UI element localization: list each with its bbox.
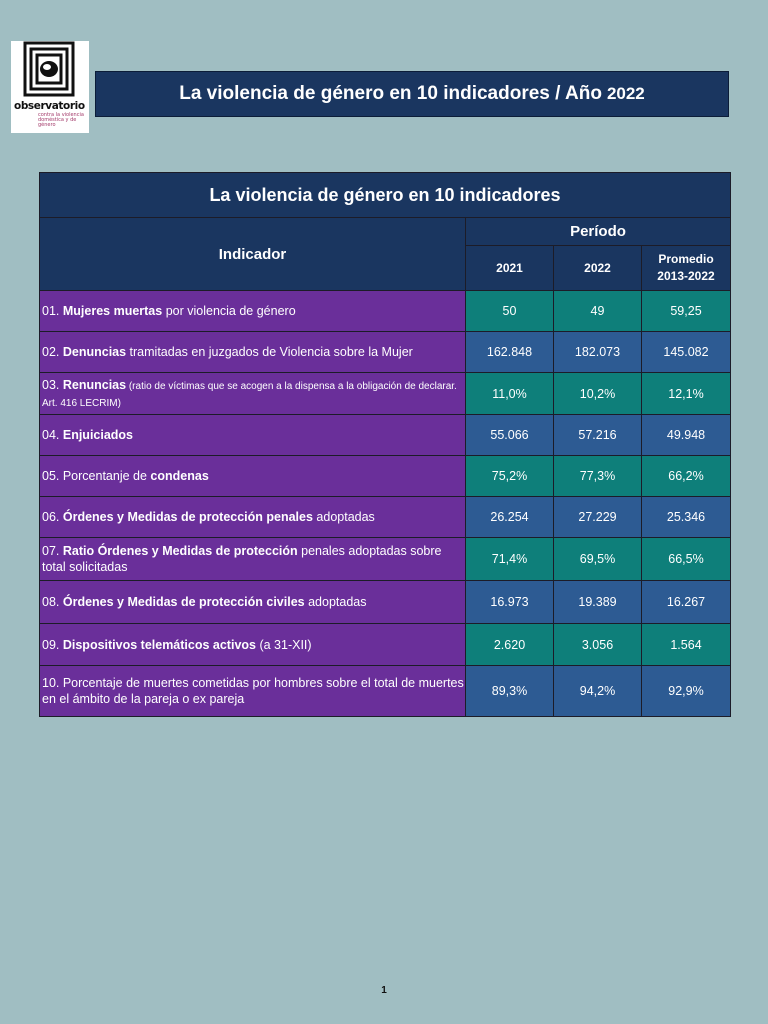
table-row	[40, 666, 731, 717]
table-row	[40, 415, 731, 456]
value-average-cell: 59,25	[642, 291, 731, 332]
indicator-cell	[40, 538, 466, 581]
period-column-header: Período	[466, 218, 731, 246]
value-average-cell: 145.082	[642, 332, 731, 373]
table-row	[40, 538, 731, 581]
table-row	[40, 291, 731, 332]
indicator-cell	[40, 456, 466, 497]
value-2022-cell: 182.073	[554, 332, 642, 373]
value-2021-cell: 162.848	[466, 332, 554, 373]
table-row	[40, 497, 731, 538]
value-2021-cell: 16.973	[466, 581, 554, 624]
indicator-cell	[40, 291, 466, 332]
value-average-cell: 25.346	[642, 497, 731, 538]
indicator-text: tramitadas en juzgados de Violencia sobre la Mujer	[126, 345, 413, 359]
value-2022-cell: 10,2%	[554, 373, 642, 415]
indicator-text: 04.	[42, 428, 63, 442]
indicator-text: 08.	[42, 595, 63, 609]
table-row	[40, 332, 731, 373]
value-2021-cell: 89,3%	[466, 666, 554, 717]
value-2021-cell: 11,0%	[466, 373, 554, 415]
indicator-text: condenas	[150, 469, 209, 483]
year-2022-header: 2022	[554, 246, 642, 291]
indicator-text: Dispositivos telemáticos activos	[62, 637, 256, 652]
value-2021-cell: 55.066	[466, 415, 554, 456]
indicator-cell	[40, 581, 466, 624]
indicator-text: Ratio Órdenes y Medidas de protección	[62, 544, 298, 558]
indicator-cell	[40, 415, 466, 456]
indicator-text: Enjuiciados	[62, 428, 134, 442]
value-average-cell: 12,1%	[642, 373, 731, 415]
value-2022-cell: 3.056	[554, 624, 642, 666]
indicator-cell	[40, 332, 466, 373]
indicator-text: penales adoptadas sobre total solicitadas	[42, 544, 442, 574]
indicator-text: 06.	[42, 510, 63, 524]
table-row	[40, 456, 731, 497]
value-2022-cell: 27.229	[554, 497, 642, 538]
value-2022-cell: 77,3%	[554, 456, 642, 497]
indicator-text: Denuncias	[62, 345, 127, 359]
year-2021-header: 2021	[466, 246, 554, 291]
indicator-text: 03.	[42, 377, 63, 392]
value-2022-cell: 57.216	[554, 415, 642, 456]
value-average-cell: 66,5%	[642, 538, 731, 581]
indicator-text: por violencia de género	[162, 304, 296, 318]
page-title: La violencia de género en 10 indicadores / Año	[179, 83, 602, 104]
value-2021-cell: 26.254	[466, 497, 554, 538]
indicator-text: 05. Porcentanje de	[42, 469, 151, 483]
indicators-table-body	[40, 291, 731, 717]
value-average-cell: 49.948	[642, 415, 731, 456]
value-average-cell: 1.564	[642, 624, 731, 666]
indicator-text: Órdenes y Medidas de protección penales	[62, 510, 313, 524]
indicator-cell	[40, 666, 466, 717]
indicator-text: 10. Porcentaje de muertes cometidas por hombres sobre el total de muertes en el ámbito de la pareja o ex pareja	[42, 676, 464, 706]
logo-subtitle: contra la violencia doméstica y de género	[38, 112, 84, 129]
indicators-table	[39, 172, 731, 717]
table-title: La violencia de género en 10 indicadores	[40, 173, 731, 218]
table-row	[40, 581, 731, 624]
value-average-cell: 16.267	[642, 581, 731, 624]
indicator-text: Mujeres muertas	[62, 304, 163, 318]
page-title-banner	[95, 71, 729, 117]
spiral-logo-icon	[11, 41, 89, 103]
page-title-year: 2022	[606, 84, 645, 103]
indicator-cell	[40, 373, 466, 415]
value-2022-cell: 69,5%	[554, 538, 642, 581]
value-2022-cell: 49	[554, 291, 642, 332]
indicator-text: 07.	[42, 544, 63, 558]
value-2021-cell: 75,2%	[466, 456, 554, 497]
value-2021-cell: 71,4%	[466, 538, 554, 581]
table-row	[40, 624, 731, 666]
indicator-text: 02.	[42, 345, 63, 359]
logo-wordmark: observatorio	[14, 100, 85, 112]
indicator-text: adoptadas	[304, 595, 367, 609]
indicator-text: 01.	[42, 304, 63, 318]
indicator-text: Órdenes y Medidas de protección civiles	[62, 595, 305, 609]
average-header: Promedio 2013-2022	[642, 246, 731, 291]
indicator-cell	[40, 497, 466, 538]
indicator-text: (ratio de víctimas que se acogen a la dispensa a la obligación de declarar. Art. 416 LECRIM)	[42, 380, 457, 409]
value-2022-cell: 19.389	[554, 581, 642, 624]
value-2021-cell: 50	[466, 291, 554, 332]
indicator-column-header: Indicador	[40, 218, 466, 291]
table-row	[40, 373, 731, 415]
observatorio-logo	[11, 41, 89, 133]
indicator-text: 09.	[42, 637, 63, 652]
indicator-text: adoptadas	[312, 510, 375, 524]
value-average-cell: 66,2%	[642, 456, 731, 497]
value-2021-cell: 2.620	[466, 624, 554, 666]
indicator-cell	[40, 624, 466, 666]
indicators-table-container	[39, 172, 730, 717]
value-average-cell: 92,9%	[642, 666, 731, 717]
page-number: 1	[381, 985, 387, 996]
value-2022-cell: 94,2%	[554, 666, 642, 717]
indicator-text: (a 31-XII)	[256, 637, 312, 652]
indicator-text: Renuncias	[62, 377, 127, 392]
